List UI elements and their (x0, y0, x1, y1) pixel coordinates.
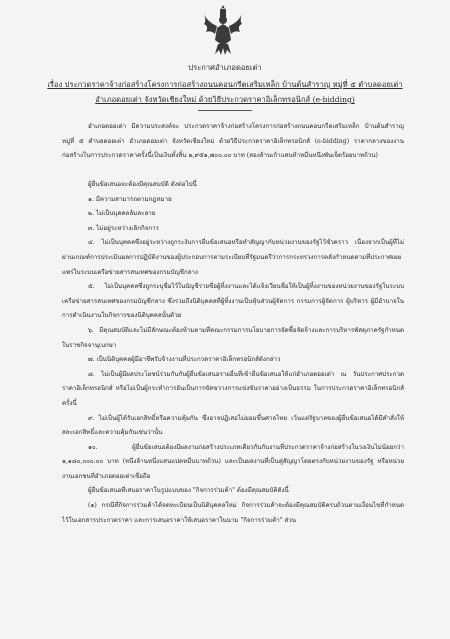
list-item: ๑๐. ผู้ยื่นข้อเสนอต้องมีผลงานก่อสร้างประเภทเดียวกันกับงานที่ประกวดราคาจ้างก่อสร้างในวงเงินไม่น้อยกว่า ๑,๑๘๐,๐๐๐.๐๐ บาท (หนึ่งล้านหนึ่งแสนแปดหมื่นบาทถ้วน) และเป็นผลงานที่เป็นคู่สัญญาโดยตรงกับหน่วยงานของรัฐ หรือหน่วยงานเอกชนที่อำเภอดอยเต่าเชื่อถือ (62, 443, 404, 480)
qualifications-list (62, 178, 404, 528)
list-item: ๖. มีคุณสมบัติและไม่มีลักษณะต้องห้ามตามที่คณะกรรมการนโยบายการจัดซื้อจัดจ้างและการบริหารพัสดุภาครัฐกำหนดในราชกิจจานุเบกษา (62, 326, 404, 349)
list-item: ๒. ไม่เป็นบุคคลล้มละลาย (88, 210, 156, 218)
list-item: (๑) กรณีที่กิจการร่วมค้าได้จดทะเบียนเป็นนิติบุคคลใหม่ กิจการร่วมค้าจะต้องมีคุณสมบัติครบถ้วนตามเงื่อนไขที่กำหนดไว้ในเอกสารประกวดราคา และการเสนอราคาให้เสนอราคาในนาม "กิจการร่วมค้า" ส่วน (62, 502, 404, 524)
subject-line-2 (0, 94, 450, 105)
office-title: ประกาศอำเภอดอยเต่า (188, 63, 262, 72)
list-item: ๙. ไม่เป็นผู้ได้รับเอกสิทธิ์หรือความคุ้มกัน ซึ่งอาจปฏิเสธไม่ยอมขึ้นศาลไทย เว้นแต่รัฐบาลของผู้ยื่นข้อเสนอได้มีคำสั่งให้สละเอกสิทธิ์และความคุ้มกันเช่นว่านั้น (62, 414, 404, 437)
list-item: ๓. ไม่อยู่ระหว่างเลิกกิจการ (88, 224, 159, 232)
list-item: ๔. ไม่เป็นบุคคลซึ่งอยู่ระหว่างถูกระงับการยื่นข้อเสนอหรือทำสัญญากับหน่วยงานของรัฐไว้ชั่วคราว เนื่องจากเป็นผู้ที่ไม่ผ่านเกณฑ์การประเมินผลการปฏิบัติงานของผู้ประกอบการตามระเบียบที่รัฐมนตรีว่าการกระทรวงการคลังกำหนดตามที่ประกาศเผยแพร่ในระบบเครือข่ายสารสนเทศของกรมบัญชีกลาง (62, 239, 404, 276)
intro-paragraph: อำเภอดอยเต่า มีความประสงค์จะ ประกวดราคาจ้างก่อสร้างโครงการก่อสร้างถนนคอนกรีตเสริมเหล็ก บ้านต้นสำราญ หมู่ที่ ๕ ตำบลดอยเต่า อำเภอดอยเต่า จังหวัดเชียงใหม่ ด้วยวิธีประกวดราคาอิเล็กทรอนิกส์ (e-bidding) ราคากลางของงานก่อสร้างในการประกวดราคาครั้งนี้เป็นเงินทั้งสิ้น ๒,๙๕๑,๗๐๐.๐๐ บาท (สองล้านเก้าแสนห้าหมื่นหนึ่งพันเจ็ดร้อยบาทถ้วน) (62, 123, 404, 160)
divider-line (198, 110, 252, 111)
garuda-emblem-icon (201, 4, 245, 56)
list-item: ๑. มีความสามารถตามกฎหมาย (88, 195, 172, 203)
subject-line-1-text: เรื่อง ประกวดราคาจ้างก่อสร้างโครงการก่อสร้างถนนคอนกรีตเสริมเหล็ก บ้านต้นสำราญ หมู่ที่ ๕ ตำบลดอยเต่า (47, 80, 403, 89)
list-item: ผู้ยื่นข้อเสนอที่เสนอราคาในรูปแบบของ "กิจการร่วมค้า" ต้องมีคุณสมบัติดังนี้ (88, 487, 289, 495)
list-item: ๘. ไม่เป็นผู้มีผลประโยชน์ร่วมกันกับผู้ยื่นข้อเสนอรายอื่นที่เข้ายื่นข้อเสนอให้แก่อำเภอดอยเต่า ณ วันประกาศประกวดราคาอิเล็กทรอนิกส์ หรือไม่เป็นผู้กระทำการอันเป็นการขัดขวางการแข่งขันราคาอย่างเป็นธรรม ในการประกวดราคาอิเล็กทรอนิกส์ครั้งนี้ (62, 370, 404, 407)
subject-line-2-text: อำเภอดอยเต่า จังหวัดเชียงใหม่ ด้วยวิธีประกวดราคาอิเล็กทรอนิกส์ (e-bidding) (95, 95, 355, 104)
qualifications-title: ผู้ยื่นข้อเสนอจะต้องมีคุณสมบัติ ดังต่อไปนี้ (88, 181, 197, 188)
subject-line-1 (0, 79, 450, 90)
list-item: ๗. เป็นนิติบุคคลผู้มีอาชีพรับจ้างงานที่ประกวดราคาอิเล็กทรอนิกส์ดังกล่าว (88, 356, 281, 364)
list-item: ๕. ไม่เป็นบุคคลซึ่งถูกระบุชื่อไว้ในบัญชีรายชื่อผู้ทิ้งงานและได้แจ้งเวียนชื่อให้เป็นผู้ทิ้งงานของหน่วยงานของรัฐในระบบเครือข่ายสารสนเทศของกรมบัญชีกลาง ซึ่งรวมถึงนิติบุคคลที่ผู้ทิ้งงานเป็นหุ้นส่วนผู้จัดการ กรรมการผู้จัดการ ผู้บริหาร ผู้มีอำนาจในการดำเนินงานในกิจการของนิติบุคคลนั้นด้วย (62, 283, 404, 320)
